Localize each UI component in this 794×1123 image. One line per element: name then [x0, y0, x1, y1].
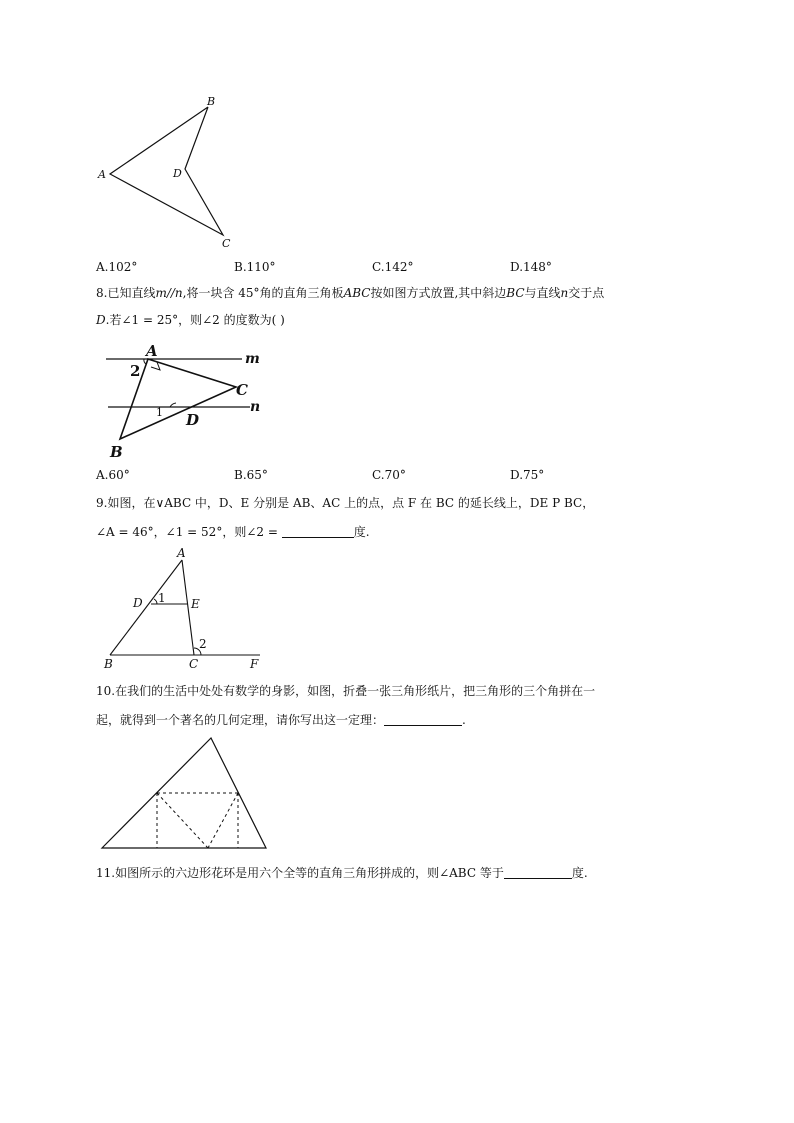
q8-text-b: ,将一块含 45°角的直角三角板	[182, 286, 344, 300]
label-f: F	[250, 657, 259, 671]
q8-options	[96, 468, 716, 486]
side-ab	[110, 560, 182, 655]
q11-line	[96, 864, 588, 882]
q9-line-1	[96, 494, 594, 512]
label-e: E	[191, 597, 200, 611]
label-b: B	[110, 443, 123, 461]
q8-line-2	[96, 311, 285, 329]
angle-1-arc	[154, 599, 157, 604]
label-2: 2	[199, 637, 207, 651]
q7-options	[96, 260, 716, 278]
label-m: m	[245, 351, 260, 367]
q9-text-2a: ∠A = 46°，∠1 = 52°，则∠2 =	[96, 525, 278, 539]
q10-answer-blank[interactable]	[384, 713, 462, 726]
q9-line-2	[96, 523, 370, 541]
q8-n: n	[560, 286, 569, 300]
label-d: D	[186, 411, 200, 429]
label-c: C	[236, 381, 248, 399]
q11-answer-blank[interactable]	[504, 866, 572, 879]
label-a: A	[98, 168, 106, 181]
q8-question: .若∠1 = 25°，则∠2 的度数为( )	[105, 313, 285, 327]
label-b: B	[104, 657, 113, 671]
label-1: 1	[156, 406, 163, 419]
q8-text-c: 按如图方式放置,其中斜边	[370, 286, 507, 300]
q8-text-a: 8.已知直线	[96, 286, 156, 300]
label-b: B	[207, 95, 216, 108]
q8-text-e: 交于点	[568, 286, 605, 300]
q9-answer-blank[interactable]	[282, 525, 354, 538]
label-d: D	[173, 167, 182, 180]
q7-option-a: A.102°	[96, 260, 138, 274]
q9-text-2b: 度.	[353, 525, 370, 539]
q8-point-d: D	[96, 313, 106, 327]
figure-quadrilateral-abdc	[90, 90, 250, 255]
q10-text-1: 10.在我们的生活中处处有数学的身影，如图，折叠一张三角形纸片，把三角形的三个角拼在一	[96, 684, 596, 698]
q9-text-1: 9.如图，在∨ABC 中，D、E 分别是 AB、AC 上的点，点 F 在 BC 的延长线上，DE P BC，	[96, 496, 595, 510]
q7-option-d: D.148°	[510, 260, 552, 274]
q8-option-c: C.70°	[372, 468, 406, 482]
q8-option-a: A.60°	[96, 468, 130, 482]
quadrilateral-outline	[110, 107, 223, 235]
q8-option-d: D.75°	[510, 468, 545, 482]
q7-option-c: C.142°	[372, 260, 414, 274]
label-c: C	[189, 657, 199, 671]
fold-lines	[157, 793, 238, 848]
q10-text-2a: 起，就得到一个著名的几何定理，请你写出这一定理：	[96, 713, 385, 727]
q8-parallel: m//n	[155, 286, 183, 300]
q8-bc: BC	[506, 286, 525, 300]
figure-parallel-lines-triangle	[100, 340, 280, 462]
label-1: 1	[158, 591, 166, 605]
figure-folded-triangle	[96, 732, 272, 852]
label-a: A	[146, 342, 158, 360]
label-c: C	[222, 237, 231, 250]
label-n: n	[250, 399, 261, 415]
q11-text-b: 度.	[571, 866, 588, 880]
label-d: D	[133, 596, 143, 610]
q11-text-a: 11.如图所示的六边形花环是用六个全等的直角三角形拼成的，则∠ABC 等于	[96, 866, 504, 880]
q10-text-2b: .	[462, 713, 466, 727]
q8-text-d: 与直线	[524, 286, 561, 300]
q8-abc: ABC	[343, 286, 371, 300]
q8-option-b: B.65°	[234, 468, 268, 482]
q10-line-1	[96, 682, 595, 700]
figure-triangle-de-parallel-bc	[100, 546, 270, 670]
q8-line-1	[96, 284, 604, 302]
q7-option-b: B.110°	[234, 260, 276, 274]
q10-line-2	[96, 711, 466, 729]
label-2: 2	[130, 362, 141, 380]
label-a: A	[177, 546, 186, 560]
